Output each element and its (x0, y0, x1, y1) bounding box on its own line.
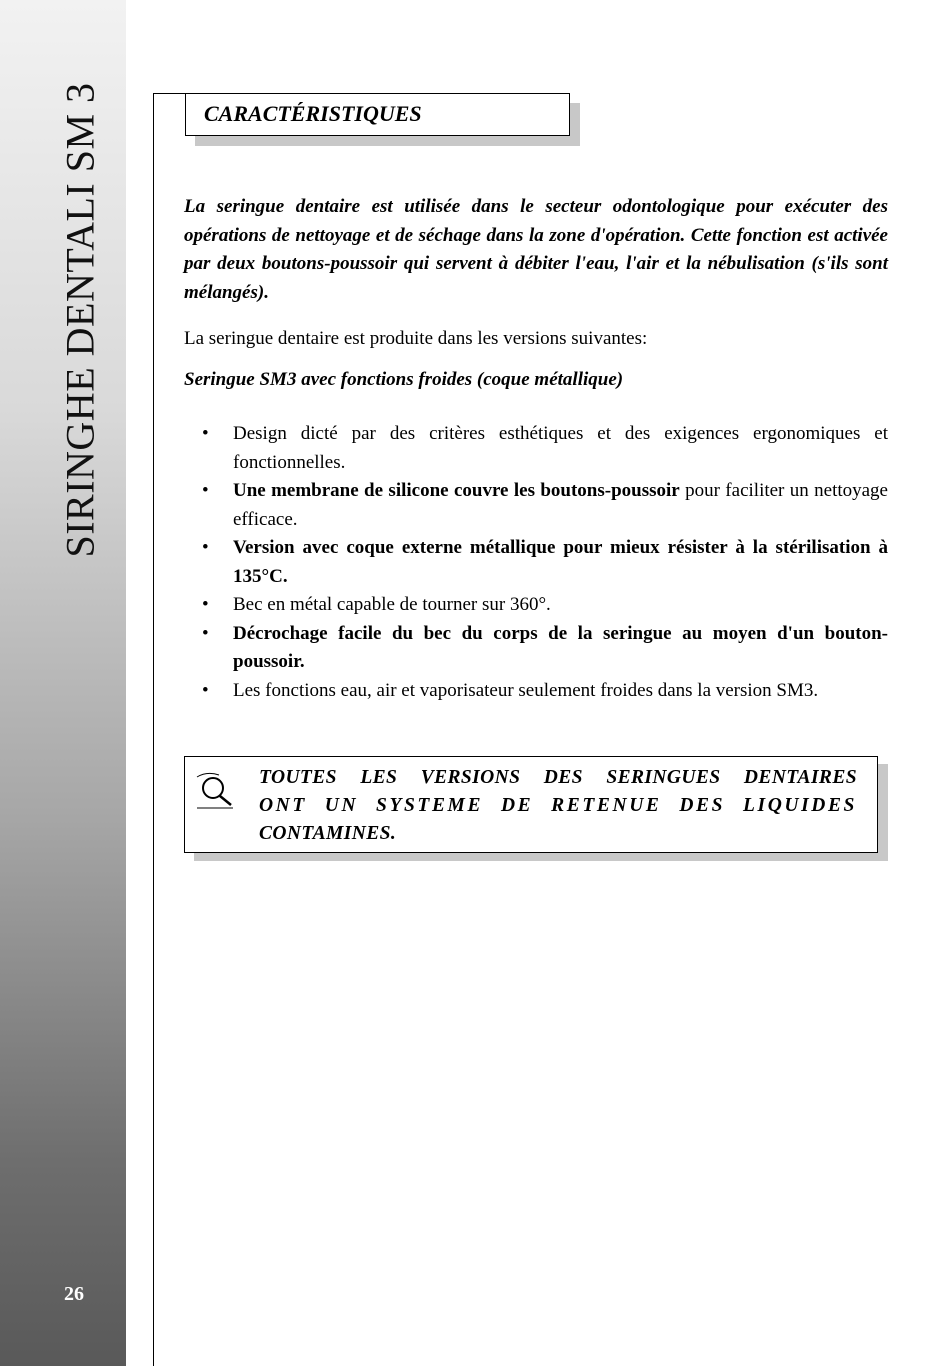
list-item (184, 620, 888, 677)
list-item (184, 677, 888, 706)
note-box (184, 756, 878, 853)
feature-list (184, 420, 888, 705)
bullet: • (202, 423, 209, 444)
sidebar-title: SIRINGHE DENTALI SM 3 (57, 82, 103, 558)
page-number: 26 (64, 1283, 84, 1305)
bullet: • (202, 679, 209, 701)
magnifier-icon (195, 771, 237, 813)
bullet: • (202, 480, 209, 501)
margin-rule (153, 93, 154, 1366)
note-text (259, 764, 857, 848)
feature-bold: Une membrane de silicone couvre les boutons-poussoir (233, 480, 680, 501)
section-heading: CARACTÉRISTIQUES (204, 101, 422, 126)
note-line-1: TOUTES LES VERSIONS DES SERINGUES DENTAIRES (259, 767, 857, 788)
bullet: • (202, 622, 209, 644)
feature-text: Les fonctions eau, air et vaporisateur seulement froides dans la version SM3. (233, 679, 819, 701)
bullet: • (202, 537, 209, 558)
note-line-2: ONT UN SYSTEME DE RETENUE DES LIQUIDES (259, 795, 857, 816)
intro-paragraph: La seringue dentaire est utilisée dans le secteur odontologique pour exécuter des opérations de nettoyage et de séchage dans la zone d'opération. Cette fonction est activée par deux boutons-poussoir qui servent à débiter l'eau, l'air et la nébulisation (s'ils sont mélangés). (184, 196, 888, 303)
note-line-3: CONTAMINES. (259, 823, 397, 844)
feature-text: pour faciliter un nettoyage efficace. (233, 480, 888, 530)
bullet: • (202, 594, 209, 615)
feature-text: Bec en métal capable de tourner sur 360°. (233, 594, 551, 615)
list-item (184, 534, 888, 591)
main-content (184, 193, 888, 705)
version-subheading: Seringue SM3 avec fonctions froides (coque métallique) (184, 368, 624, 390)
heading-rule (153, 93, 186, 94)
feature-text: Design dicté par des critères esthétiques et des exigences ergonomiques et fonctionnelles. (233, 423, 888, 473)
feature-bold: Décrochage facile du bec du corps de la seringue au moyen d'un bouton-poussoir. (233, 622, 888, 672)
versions-intro: La seringue dentaire est produite dans les versions suivantes: (184, 328, 648, 349)
section-heading-box (185, 93, 570, 136)
list-item (184, 477, 888, 534)
feature-bold: Version avec coque externe métallique pour mieux résister à la stérilisation à 135°C. (233, 537, 888, 587)
list-item (184, 591, 888, 620)
sidebar (0, 0, 126, 1366)
list-item (184, 420, 888, 477)
